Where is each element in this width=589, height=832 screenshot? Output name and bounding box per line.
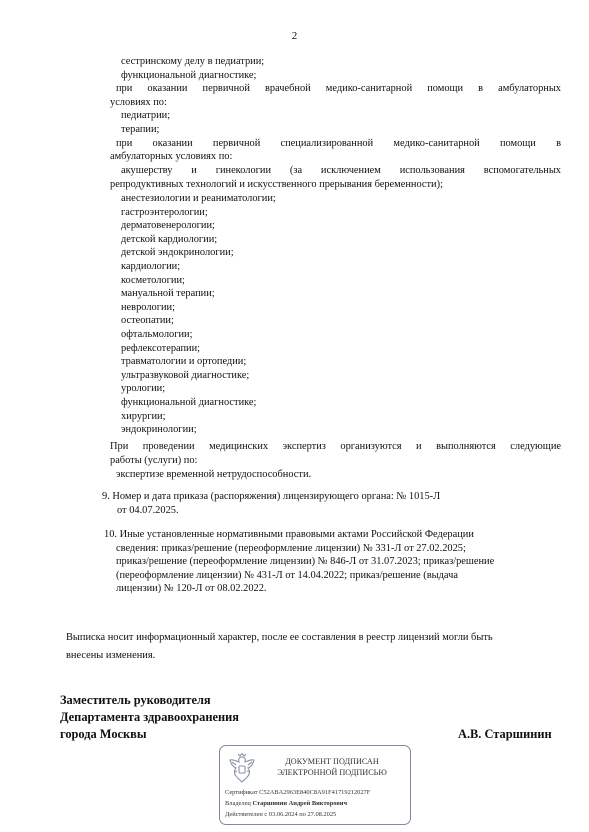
list-top bbox=[121, 55, 264, 82]
signer-position-3: города Москвы bbox=[60, 727, 147, 741]
list-specialties bbox=[121, 192, 276, 437]
paragraph-expertise-cont: работы (услуги) по: bbox=[110, 455, 198, 466]
list-primary bbox=[121, 109, 170, 136]
item-10-line: лицензии) № 120-Л от 08.02.2022. bbox=[116, 583, 267, 595]
notice-line-cont: внесены изменения. bbox=[66, 650, 156, 661]
stamp-title: ДОКУМЕНТ ПОДПИСАН bbox=[285, 757, 379, 766]
paragraph-primary-care-cont: условиях по: bbox=[110, 97, 167, 108]
coat-of-arms-icon bbox=[226, 752, 258, 786]
signer-position-1: Заместитель руководителя bbox=[60, 693, 211, 707]
signer-position-2: Департамента здравоохранения bbox=[60, 710, 239, 724]
stamp-owner-label: Владелец bbox=[225, 800, 251, 807]
item-9-date: от 04.07.2025. bbox=[117, 505, 179, 516]
list-item: функциональной диагностике; bbox=[121, 69, 257, 81]
list-item: остеопатии; bbox=[121, 315, 174, 327]
list-item: урологии; bbox=[121, 383, 166, 395]
stamp-validity-value: 03.06.2024 по 27.08.2025 bbox=[268, 811, 337, 818]
item-10-line: 10. Иные установленные нормативными правовыми актами Российской Федерации bbox=[104, 529, 474, 540]
stamp-validity bbox=[225, 810, 336, 819]
list-item: анестезиологии и реаниматологии; bbox=[121, 193, 276, 204]
list-item: рефлексотерапии; bbox=[121, 342, 201, 354]
list-item: мануальной терапии; bbox=[121, 288, 215, 300]
obstetrics-line-cont: репродуктивных технологий и искусственного прерывания беременности); bbox=[110, 179, 443, 190]
list-item: кардиологии; bbox=[121, 260, 181, 272]
stamp-subtitle: ЭЛЕКТРОННОЙ ПОДПИСЬЮ bbox=[277, 768, 387, 777]
list-item: хирургии; bbox=[121, 410, 166, 422]
stamp-certificate-label: Сертификат bbox=[225, 789, 258, 796]
stamp-certificate bbox=[225, 788, 370, 797]
stamp-validity-label: Действителен с bbox=[225, 811, 268, 818]
list-item: детской кардиологии; bbox=[121, 233, 218, 245]
stamp-owner bbox=[225, 799, 347, 808]
item-10-line: сведения: приказ/решение (переоформление лицензии) № 331-Л от 27.02.2025; bbox=[116, 542, 466, 554]
item-9-line: 9. Номер и дата приказа (распоряжения) лицензирующего органа: № 1015-Л bbox=[102, 491, 441, 502]
list-item: сестринскому делу в педиатрии; bbox=[121, 56, 265, 67]
item-10-line: (переоформление лицензии) № 431-Л от 14.04.2022; приказ/решение (выдача bbox=[116, 569, 458, 581]
paragraph-expertise: При проведении медицинских экспертиз организуются и выполняются следующие bbox=[110, 441, 561, 452]
list-item: ультразвуковой диагностике; bbox=[121, 369, 250, 381]
electronic-signature-stamp bbox=[219, 745, 411, 825]
list-item: дерматовенерологии; bbox=[121, 220, 215, 232]
list-item: неврологии; bbox=[121, 301, 175, 313]
obstetrics-line: акушерству и гинекологии (за исключением использования вспомогательных bbox=[121, 165, 561, 176]
stamp-owner-value: Старшинин Андрей Викторович bbox=[252, 800, 348, 807]
list-item: детской эндокринологии; bbox=[121, 247, 234, 259]
list-item: терапии; bbox=[121, 123, 160, 135]
signer-name: А.В. Старшинин bbox=[458, 727, 552, 741]
paragraph-specialized-care: при оказании первичной специализированной медико-санитарной помощи в bbox=[116, 138, 561, 149]
paragraph-specialized-care-cont: амбулаторных условиях по: bbox=[110, 151, 233, 162]
item-10 bbox=[104, 528, 494, 596]
list-item: педиатрии; bbox=[121, 110, 171, 121]
list-item: гастроэнтерологии; bbox=[121, 206, 208, 218]
expertise-item: экспертизе временной нетрудоспособности. bbox=[116, 469, 312, 480]
list-item: функциональной диагностике; bbox=[121, 396, 257, 408]
paragraph-primary-care: при оказании первичной врачебной медико-санитарной помощи в амбулаторных bbox=[116, 83, 561, 94]
list-item: офтальмологии; bbox=[121, 328, 193, 340]
stamp-certificate-value: C52ABA2963E840C8A91F41719212027F bbox=[259, 789, 371, 796]
list-item: косметологии; bbox=[121, 274, 185, 286]
item-10-line: приказ/решение (переоформление лицензии) № 846-Л от 31.07.2023; приказ/решение bbox=[116, 556, 495, 568]
page-number: 2 bbox=[291, 30, 298, 42]
list-item: эндокринологии; bbox=[121, 424, 197, 436]
notice-line: Выписка носит информационный характер, после ее составления в реестр лицензий могли быть bbox=[66, 632, 493, 643]
list-item: травматологии и ортопедии; bbox=[121, 356, 247, 368]
